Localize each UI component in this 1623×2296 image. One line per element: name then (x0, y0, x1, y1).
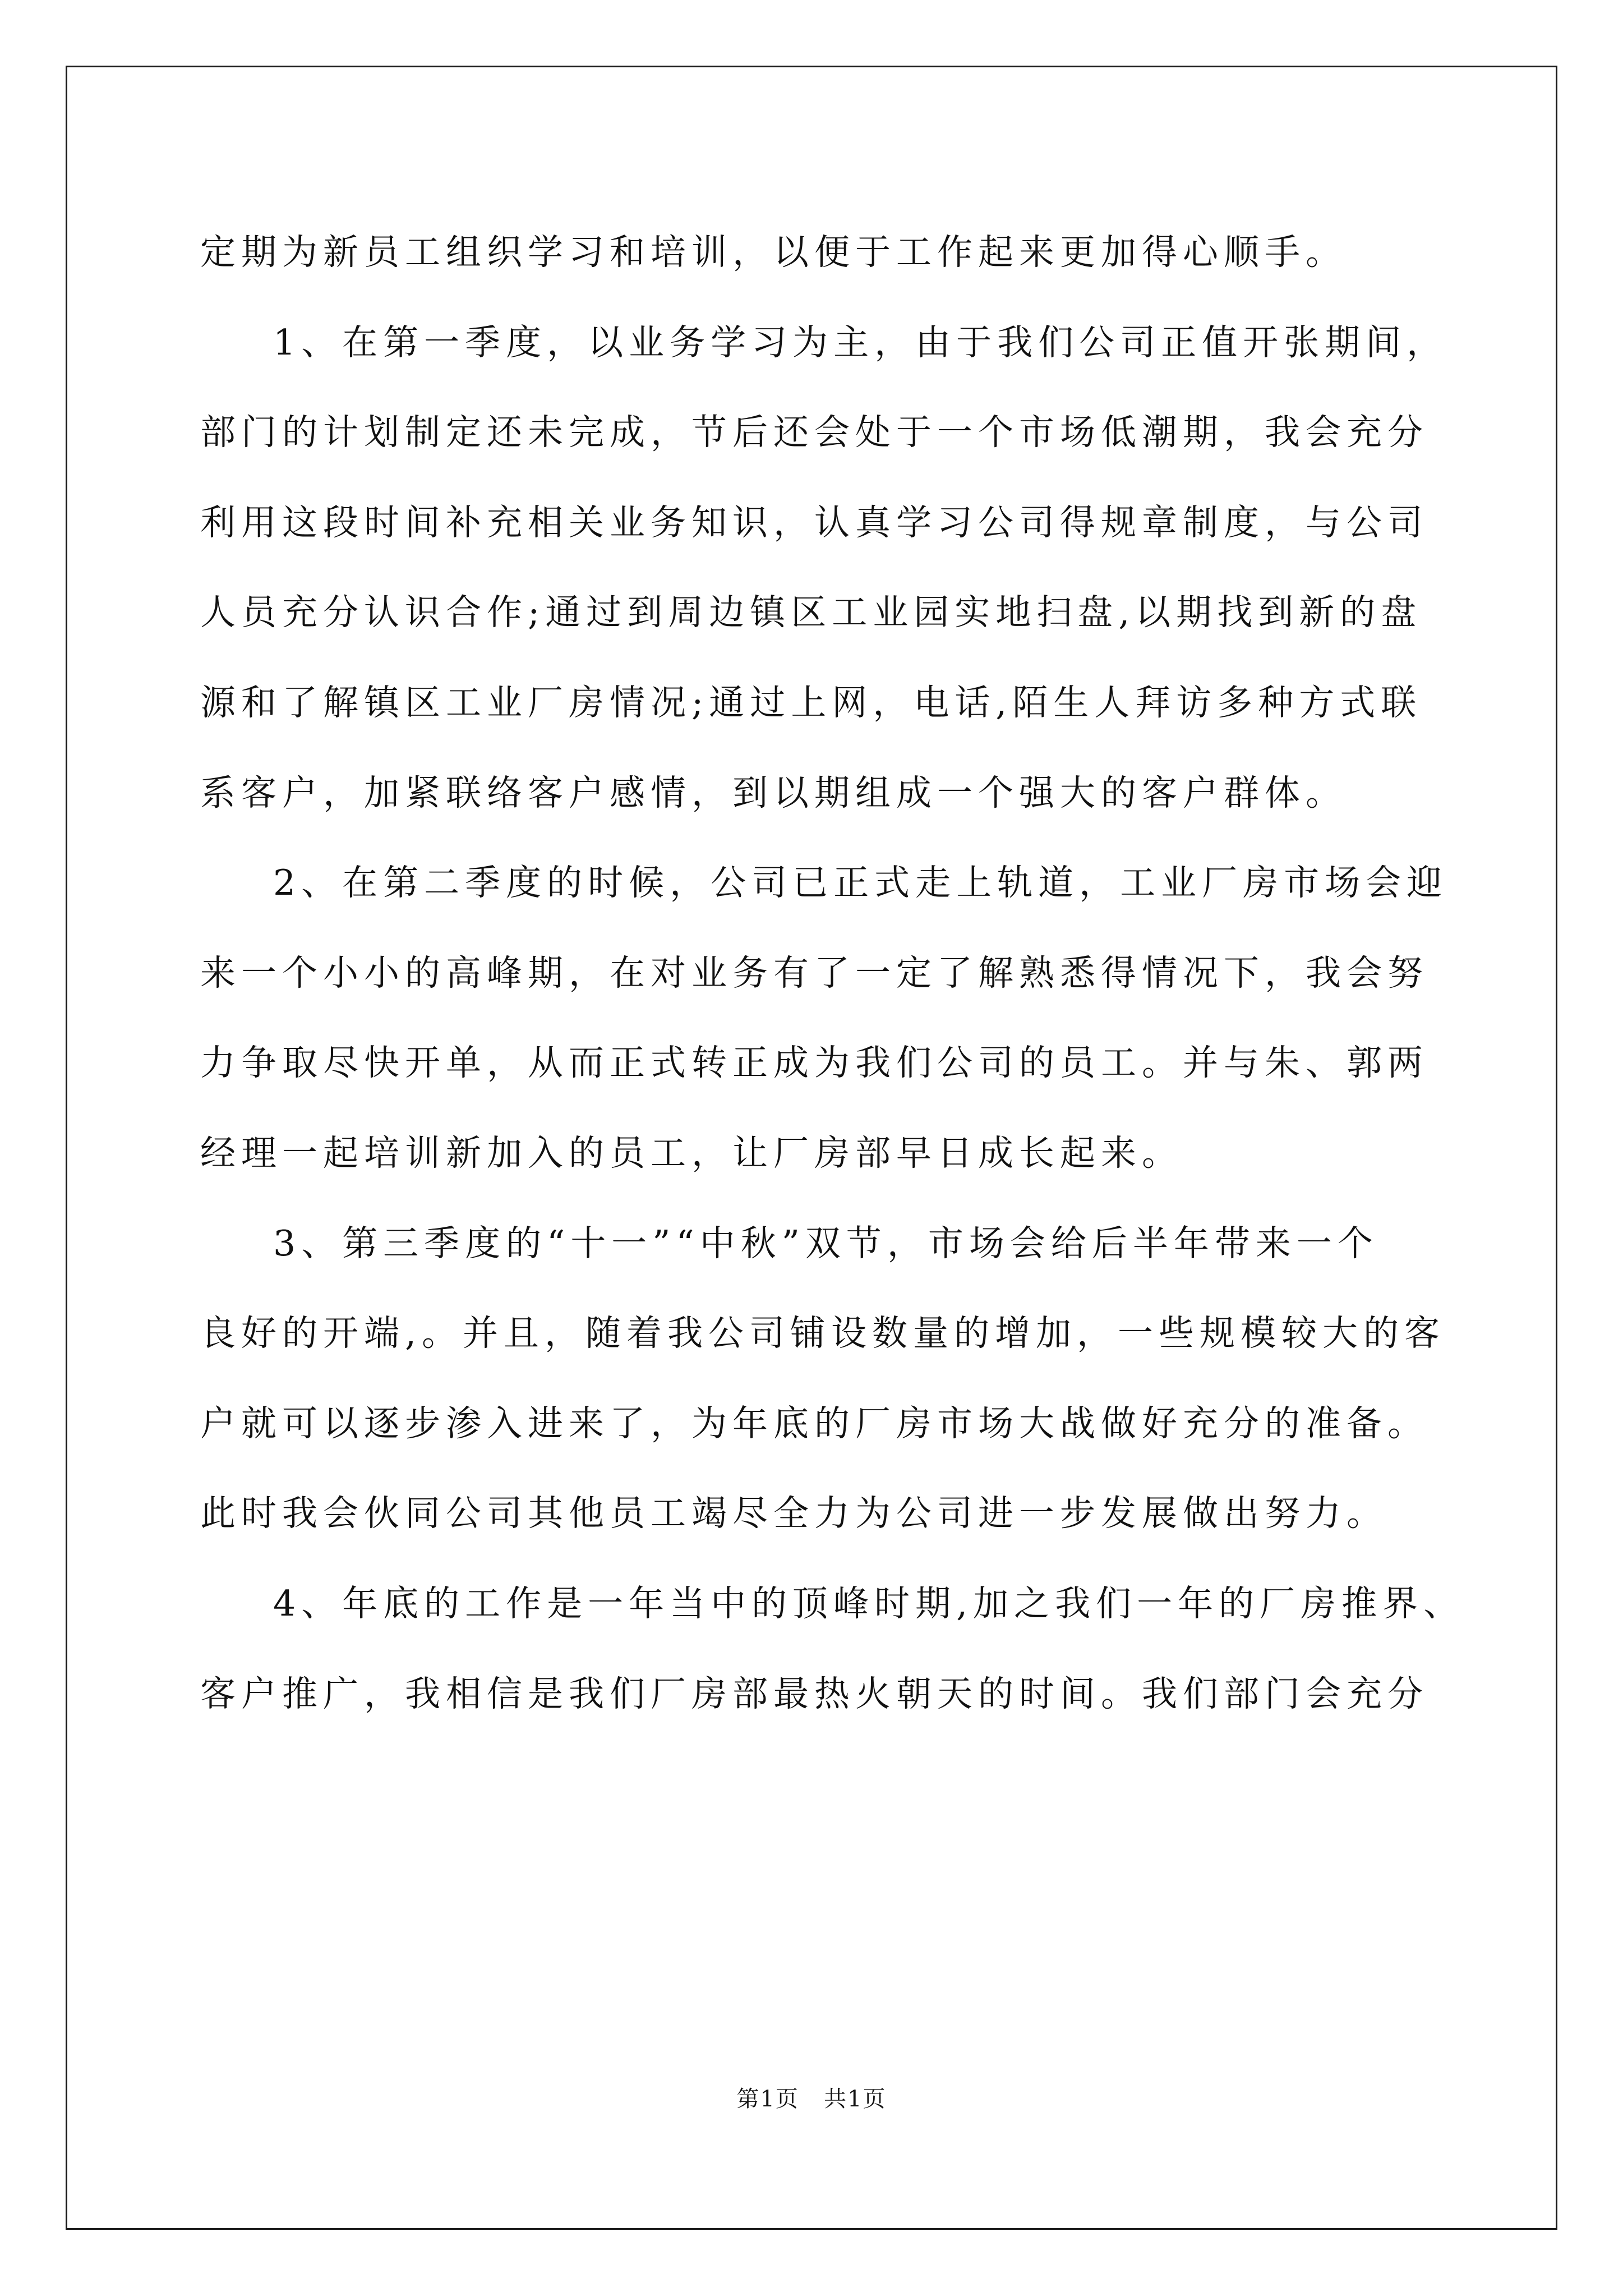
body-line: 良好的开端,。并且，随着我公司铺设数量的增加，一些规模较大的客 (200, 1313, 1446, 1354)
body-line: 部门的计划制定还未完成，节后还会处于一个市场低潮期，我会充分 (200, 412, 1428, 453)
body-line: 经理一起培训新加入的员工，让厂房部早日成长起来。 (200, 1132, 1183, 1174)
body-line: 利用这段时间补充相关业务知识，认真学习公司得规章制度，与公司 (200, 501, 1428, 543)
body-line: 2、在第二季度的时候，公司已正式走上轨道，工业厂房市场会迎 (273, 862, 1448, 904)
body-line: 客户推广，我相信是我们厂房部最热火朝天的时间。我们部门会充分 (200, 1673, 1428, 1714)
body-line: 源和了解镇区工业厂房情况;通过上网，电话,陌生人拜访多种方式联 (200, 682, 1422, 723)
body-line: 户就可以逐步渗入进来了，为年底的厂房市场大战做好充分的准备。 (200, 1402, 1428, 1444)
body-line: 4、年底的工作是一年当中的顶峰时期,加之我们一年的厂房推界、 (273, 1582, 1465, 1624)
body-line: 1、在第一季度，以业务学习为主，由于我们公司正值开张期间， (273, 321, 1448, 363)
body-line: 来一个小小的高峰期，在对业务有了一定了解熟悉得情况下，我会努 (200, 952, 1428, 993)
body-line: 3、第三季度的“十一”“中秋”双节，市场会给后半年带来一个 (273, 1222, 1378, 1264)
body-line: 力争取尽快开单，从而正式转正成为我们公司的员工。并与朱、郭两 (200, 1042, 1428, 1084)
body-line: 人员充分认识合作;通过到周边镇区工业园实地扫盘,以期找到新的盘 (200, 592, 1422, 633)
body-line: 定期为新员工组织学习和培训，以便于工作起来更加得心顺手。 (200, 232, 1347, 273)
body-line: 此时我会伙同公司其他员工竭尽全力为公司进一步发展做出努力。 (200, 1493, 1387, 1534)
document-body (200, 208, 1465, 1739)
body-line: 系客户，加紧联络客户感情，到以期组成一个强大的客户群体。 (200, 772, 1347, 813)
page-number-footer: 第1页 共1页 (736, 2086, 887, 2112)
